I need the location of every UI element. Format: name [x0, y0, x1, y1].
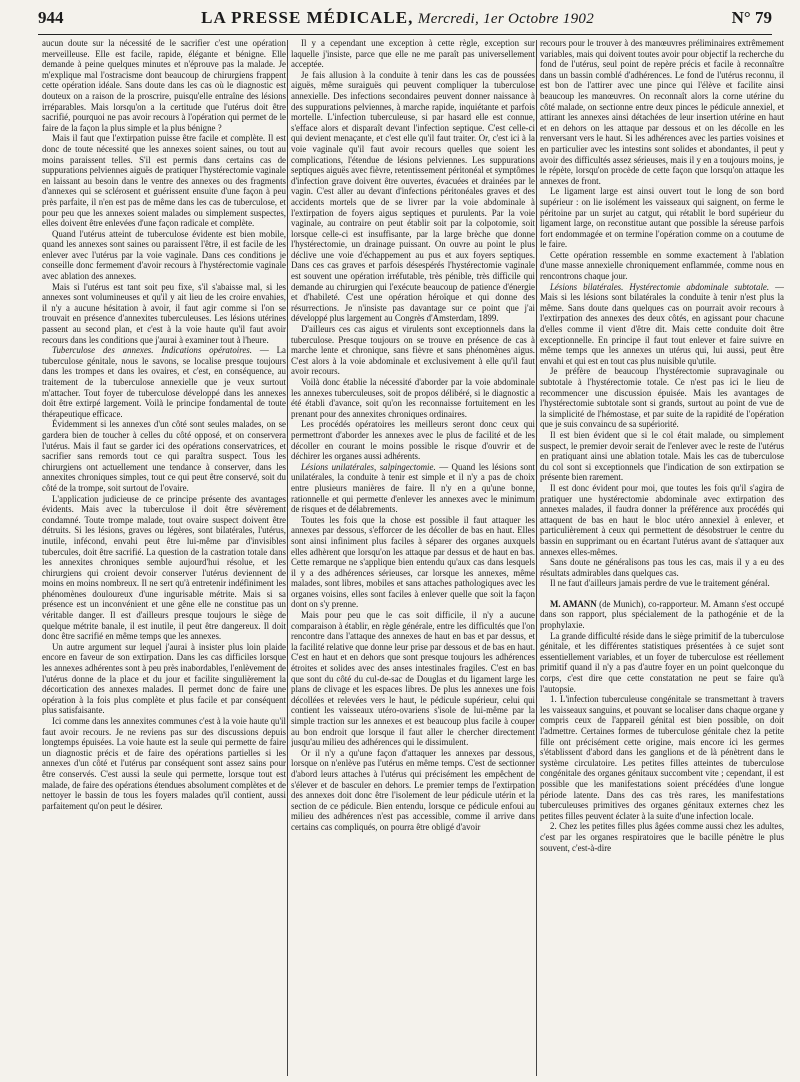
paragraph: Mais pour peu que le cas soit difficile, il n'y a aucune comparaison à établir, en règle générale, entre les difficultés que l'on rencontre dans l'attaque des annexes de haut en bas et par dessus, et la facilité relative que donne leur prise par dessous et de bas en haut. C'est en haut et en dehors que sont presque toujours les adhérences étroites et solides avec des anses intestinales fragiles. C'est en bas que sont du côté du cul-de-sac de Douglas et du ligament large les plans de clivage et les espaces libres. De plus les annexes une fois décollées et relevées vers le haut, le pédicule supérieur, celui qui contient les vaisseaux utéro-ovariens s'isole de lui-même par la simple traction sur les annexes et est beaucoup plus facile à couper au bon endroit que lorsque il faut aller le chercher directement jusqu'au milieu des adhérences qui le dissimulent.: [291, 610, 535, 748]
paragraph-text: — Quand les lésions sont unilatérales, la conduite à tenir est simple et il n'y a pas de choix entre plusieurs manières de faire. Il n'y en a qu'une bonne, rationnelle et qui permette d'enlever les annexes avec le minimum de risques et de délabrements.: [291, 461, 535, 515]
paragraph: Ici comme dans les annexites communes c'est à la voie haute qu'il faut avoir recours. Je ne reviens pas sur des discussions depuis longtemps épuisées. La voie haute est la seule qui permette de faire un diagnostic précis et de faire des opérations partielles si les annexes d'un côté et l'utérus par conséquent sont assez sains pour être conservés. C'est aussi la seule qui permette, lorsque tout est malade, de faire des opérations étendues absolument complètes et de nettoyer le bassin de tous les foyers malades qu'il contient, aussi parfaitement qu'on peut le désirer.: [42, 716, 286, 811]
section-heading: Lésions bilatérales. Hystérectomie abdominale subtotale.: [550, 281, 770, 292]
paragraph: La grande difficulté réside dans le siège primitif de la tuberculose génitale, et les différentes statistiques présentées à ce sujet sont essentiellement variables, et un foyer de tuberculose est réellement primitif quand il n'y a pas d'autre foyer en un point quelconque du corps, c'est dire que cette constatation ne peut se faire qu'à l'autopsie.: [540, 630, 784, 694]
section-heading: Tuberculose des annexes. Indications opératoires.: [52, 345, 252, 356]
paragraph: Il ne faut d'ailleurs jamais perdre de vue le traitement général.: [550, 578, 770, 589]
page-number: 944: [38, 8, 64, 27]
speaker-paragraph: [540, 599, 784, 631]
paragraph: Il y a cependant une exception à cette règle, exception sur laquelle j'insiste, parce que elle ne me paraît pas universellement acceptée.: [291, 38, 535, 70]
paragraph: 1. L'infection tuberculeuse congénitale se transmettant à travers les vaisseaux sanguins, et pouvant se localiser dans chaque organe y compris ceux de l'appareil génital est bien possible, on doit l'admettre. Certaines formes de tuberculose génitale chez la petite fille ont précisément cette origine, mais encore ici les germes s'établissent d'abord dans les ganglions et de là pénètrent dans le système circulatoire. Les petites filles atteintes de tuberculose congénitale des organes génitaux succombent vite ; cependant, il est possible que les manifestations soient précédées d'une longue période latente. Dans des cas très rares, les manifestations tuberculeuses primitives des organes génitaux externes chez les petites filles peuvent éclater à la suite d'une infection locale.: [540, 694, 784, 821]
paragraph: Mais il faut que l'extirpation puisse être facile et complète. Il est donc de toute nécessité que les annexes soient saines, ou tout au moins paraissent telles. S'il est permis dans certains cas de suppurations pelviennes aiguës de pratiquer l'hystérectomie vaginale en laissant au besoin dans le ventre des annexes ou des fragments d'annexes qui se sclérosent et guérissent ensuite d'une façon à peu près parfaite, il n'en est pas de même dans les cas de tuberculose, et pour peu que les annexes soient malades ou simplement suspectes, elles doivent être enlevées d'une façon radicale et complète.: [42, 133, 286, 229]
header-title: [201, 8, 594, 28]
paragraph-text: — La tuberculose génitale, nous le savons, se localise presque toujours dans les trompes et dans les ovaires, et c'est, en conséquence, au traitement de la tuberculose annexielle que je veux surtout m'attacher. Tout foyer de tuberculose développé dans les annexes doit être extirpé largement. Voilà le principe fondamental de toute thérapeutique efficace.: [42, 345, 286, 419]
paragraph: Or il n'y a qu'une façon d'attaquer les annexes par dessous, lorsque on n'enlève pas l'utérus en même temps. C'est de sectionner d'abord leurs attaches à l'utérus qui précisément les empêchent de s'élever et de basculer en dehors. Le premier temps de l'extirpation des annexes doit donc être l'isolement de leur pédicule utérin et la section de ce pédicule. Bien entendu, lorsque ce pédicule enfoui au milieu des adhérences n'est pas accessible, comme il arrive dans certains cas compliqués, on pourra être obligé d'avoir: [291, 747, 535, 832]
paragraph: Je fais allusion à la conduite à tenir dans les cas de poussées aiguës, même suraiguës qui peuvent compliquer la tuberculose annexielle. Des infections secondaires peuvent donner naissance à des suppurations pelviennes, à marche rapide, inquiétante et parfois mortelle. L'infection tuberculeuse, si par hasard elle est connue, s'efface alors et disparaît devant l'infection septique. C'est celle-ci qui devient menaçante, et c'est elle qu'il faut traiter. Or, c'est ici à la voie vaginale qu'il faut avoir recours quelles que soient les complications, l'étendue de lésions pelviennes. Les suppurations septiques aiguës avec fièvre, retentissement péritonéal et symptômes d'infection grave doivent être ouvertes, évacuées et drainées par le vagin. C'est aller au devant d'infections péritonéales graves et des accidents mortels que de se livrer par la voie abdominale à l'extirpation de foyers aigus septiques et purulents. Par la voie vaginale, au contraire on peut établir soit par la colpotomie, soit lorsque celle-ci est insuffisante, par la large brèche que donne l'hystérectomie, un drainage puissant. On ouvre au point le plus déclive une voie d'échappement au pus et aux foyers septiques. Dans ces cas graves et parfois désespérés l'hystérectomie vaginale est souvent une opération irréfutable, très pénible, très difficile qui demande au chirurgien qui l'exécute beaucoup de patience d'énergie et d'habileté. C'est une opération héroïque et qui donne des résurrections. Je n'insiste pas davantage sur ce point que j'ai développé plus largement au Congrès d'Amsterdam, 1899.: [291, 69, 535, 324]
column-1: [42, 38, 286, 1078]
column-2: [291, 38, 535, 1078]
column-divider: [287, 40, 288, 1076]
paragraph: Le ligament large est ainsi ouvert tout le long de son bord supérieur : on lie isolément les vaisseaux qui saignent, on ferme le péritoine par un surjet au catgut, qui rétablit le bord supérieur du ligament large, on reconstitue autant que possible la séreuse parfois fort endommagée et on termine l'opération comme on a coutume de le faire.: [540, 186, 784, 250]
issue-number: N° 79: [731, 8, 772, 27]
paragraph-text: (de Munich), co-rapporteur. M. Amann s'est occupé dans son rapport, plus spécialement de la pathogénie et de la prophylaxie.: [540, 598, 784, 631]
paragraph: Voilà donc établie la nécessité d'aborder par la voie abdominale les annexes tuberculeuses, soit de propos délibéré, si le diagnostic a été établi d'avance, soit qu'on les reconnaisse fortuitement en les prenant pour des annexites chroniques ordinaires.: [291, 377, 535, 419]
paragraph: L'application judicieuse de ce principe présente des avantages évidents. Mais avec la tuberculose il doit être sévèrement condamné. Toute trompe malade, tout ovaire suspect doivent être détruits. Si les lésions, graves ou légères, sont bilatérales, l'utérus, inutile, infécond, envahi peut être lui-même par d'invisibles tubercules, doit être sacrifié. La question de la castration totale dans les annexites chroniques semble aujourd'hui résolue, et les chirurgiens qui croient devoir conserver l'utérus deviennent de moins en moins nombreux. Il ne sert qu'à entretenir indéfiniment les phénomènes douloureux d'une ingurisable métrite. Mais si sa présence est un inconvénient et une gêne elle ne constitue pas un véritable danger. Il est d'ailleurs presque toujours le siège de quelque métrite banale, il est inutile, il peut être dangereux. Il doit donc être sacrifié en même temps que les annexes.: [42, 493, 286, 642]
section-heading: Lésions unilatérales, salpingectomie.: [301, 461, 436, 472]
paragraph: recours pour le trouver à des manœuvres préliminaires extrêmement variables, mais qui doivent toutes avoir pour objectif la recherche du fond de l'utérus, seul point de repère précis et facile à reconnaître dans un bassin comblé d'adhérences. Le fond de l'utérus reconnu, il est bon de l'attirer avec une pince qui l'élève et facilite ainsi beaucoup les manœuvres. On reconnaît alors la corne utérine du côté malade, on sectionne entre deux pinces le pédicule annexiel, et attirant les annexes ainsi détachées de leur insertion utérine en haut et en dehors on les attaque par dessous et on les décolle en les renversant vers le haut. Si les adhérences avec les parties voisines et en particulier avec les intestins sont solides et abondantes, il peut y avoir des difficultés assez sérieuses, mais il y en a toujours moins, je le répète, lorsqu'on procède de cette façon que lorsqu'on attaque les annexes de front.: [540, 38, 784, 186]
paragraph: Un autre argument sur lequel j'aurai à insister plus loin plaide encore en faveur de son extirpation. Dans les cas difficiles lorsque les annexes adhérentes sont à peu près inabordables, l'enlèvement de l'utérus donne de la place et du jour et facilite singulièrement la décortication des annexes malades. Il permet donc de faire une opération à la fois plus complète et plus facile et par conséquent plus satisfaisante.: [42, 641, 286, 716]
paragraph: Évidemment si les annexes d'un côté sont seules malades, on se gardera bien de toucher à celles du côté opposé, et on conservera l'utérus. Mais il faut se garder ici des opérations conservatrices, et sacrifier sans remords tout ce qui paraîtra suspect. Tous les chirurgiens ont actuellement une tendance à conserver, dans les annexites chroniques simples, tout ce qui peut être conservé, soit du côté de la trompe, soit surtout de l'ovaire.: [42, 419, 286, 493]
paragraph: 2. Chez les petites filles plus âgées comme aussi chez les adultes, c'est par les organes respiratoires que le bacille pénètre le plus souvent, c'est-à-dire: [540, 821, 784, 853]
section-paragraph: [540, 282, 784, 367]
paragraph: D'ailleurs ces cas aigus et virulents sont exceptionnels dans la tuberculose. Presque toujours on se trouve en présence de cas à marche lente et chronique, sans fièvre et sans phénomènes aigus. C'est alors à la voie abdominale et exclusivement à elle qu'il faut avoir recours.: [291, 324, 535, 377]
section-paragraph: [291, 462, 535, 515]
issue-date: Mercredi, 1er Octobre 1902: [417, 11, 594, 27]
paragraph: Mais si l'utérus est tant soit peu fixe, s'il s'abaisse mal, si les annexes sont volumineuses et qu'il y ait lieu de les croire envahies, il n'y a aucune hésitation à avoir, il faut agir comme si l'on se trouvait en présence d'annexites tuberculeuses. Les lésions utérines passent au second plan, et c'est à la voie haute qu'il faut avoir recours dans les conditions que j'aurai à examiner tout à l'heure.: [42, 281, 286, 345]
page-header: [38, 8, 772, 34]
speaker-name: M. AMANN: [550, 598, 597, 609]
section-paragraph: [42, 345, 286, 419]
paragraph: Il est bien évident que si le col était malade, ou simplement suspect, le premier devoir serait de l'enlever avec le reste de l'utérus en pratiquant ainsi une ablation totale. Mais les cas de tuberculose du col sont si exceptionnels que l'indication de son extirpation se présente bien rarement.: [540, 429, 784, 483]
paragraph: Il est donc évident pour moi, que toutes les fois qu'il s'agira de pratiquer une hystérectomie abdominale avec extirpation des annexes malades, il faudra donner la préférence aux procédés qui attaquent de bas en haut le bloc utéro annexiel à enlever, et particulièrement à ceux qui permettent de désobstruer le centre du bassin en supprimant ou en écartant l'utérus avant de s'attaquer aux annexes elles-mêmes.: [540, 482, 784, 557]
paragraph: Sans doute ne généralisons pas tous les cas, mais il y a eu des résultats admirables dans quelques cas.: [540, 557, 784, 578]
column-divider: [536, 40, 537, 1076]
paragraph: Cette opération ressemble en somme exactement à l'ablation d'une masse annexielle chroniquement enflammée, comme nous en rencontrons chaque jour.: [540, 249, 784, 282]
column-3: [540, 38, 784, 1078]
paragraph-text: — Mais si les lésions sont bilatérales la conduite à tenir n'est plus la même. Sans doute dans quelques cas on pourrait avoir recours à l'extirpation des annexes des deux côtés, en agissant pour chacune d'elles comme il vient d'être dit. Mais cette conduite doit être exceptionnelle. En principe il faut tout enlever et faire suivre en même temps que les annexes un utérus qui, lui aussi, peut être envahi et qui est en tout cas plus nuisible qu'utile.: [540, 281, 784, 366]
paragraph: Je préfère de beaucoup l'hystérectomie supravaginale ou subtotale à l'hystérectomie totale. Ce n'est pas ici le lieu de recommencer une discussion épuisée. Mais les avantages de l'hystérectomie subtotale sont si grands, surtout au point de vue de la simplicité de l'hémostase, et par suite de la rapidité de l'opération que je suis convaincu de sa supériorité.: [540, 366, 784, 430]
paragraph: Quand l'utérus atteint de tuberculose évidente est bien mobile, quand les annexes sont saines ou paraissent l'être, il est facile de les enlever avec l'utérus par la voie vaginale. Dans ces conditions je conseille donc fermement d'avoir recours à l'hystérectomie vaginale avec ablation des annexes.: [42, 228, 286, 282]
header-rule: [38, 34, 772, 35]
paragraph: Toutes les fois que la chose est possible il faut attaquer les annexes par dessous, s'efforcer de les décoller de bas en haut. Elles sont ainsi infiniment plus faciles à séparer des organes auxquels elles adhèrent que lorsqu'on les attaque par dessus et de haut en bas. Cette remarque ne s'applique bien entendu qu'aux cas dans lesquels il y a des adhérences sérieuses, car lorsque les annexes, même malades, sont libres, mobiles et sans attaches pathologiques avec les organes voisins, elles sont faciles à enlever quelle que soit la façon dont on s'y prenne.: [291, 514, 535, 610]
paragraph: Les procédés opératoires les meilleurs seront donc ceux qui permettront d'aborder les annexes avec le plus de facilité et de les décoller en courant le moins possible le risque d'ouvrir et de déchirer les organes aussi adhérents.: [291, 419, 535, 462]
journal-name: LA PRESSE MÉDICALE,: [201, 8, 414, 27]
paragraph: aucun doute sur la nécessité de le sacrifier c'est une opération merveilleuse. Elle est facile, rapide, élégante et bénigne. Elle demande à peine quelques minutes et n'éprouve pas la malade. Je m'explique mal l'ostracisme dont beaucoup de chirurgiens frappent cette opération idéale. Sans doute dans les cas où le diagnostic est douteux on a raison de la proscrire, puisqu'elle entraîne des lésions irréparables. Mais lorsqu'on a la certitude que l'utérus doit être sacrifié, pourquoi ne pas avoir recours à l'opération qui permet de le faire de la façon la plus simple et la plus bénigne ?: [42, 38, 286, 133]
